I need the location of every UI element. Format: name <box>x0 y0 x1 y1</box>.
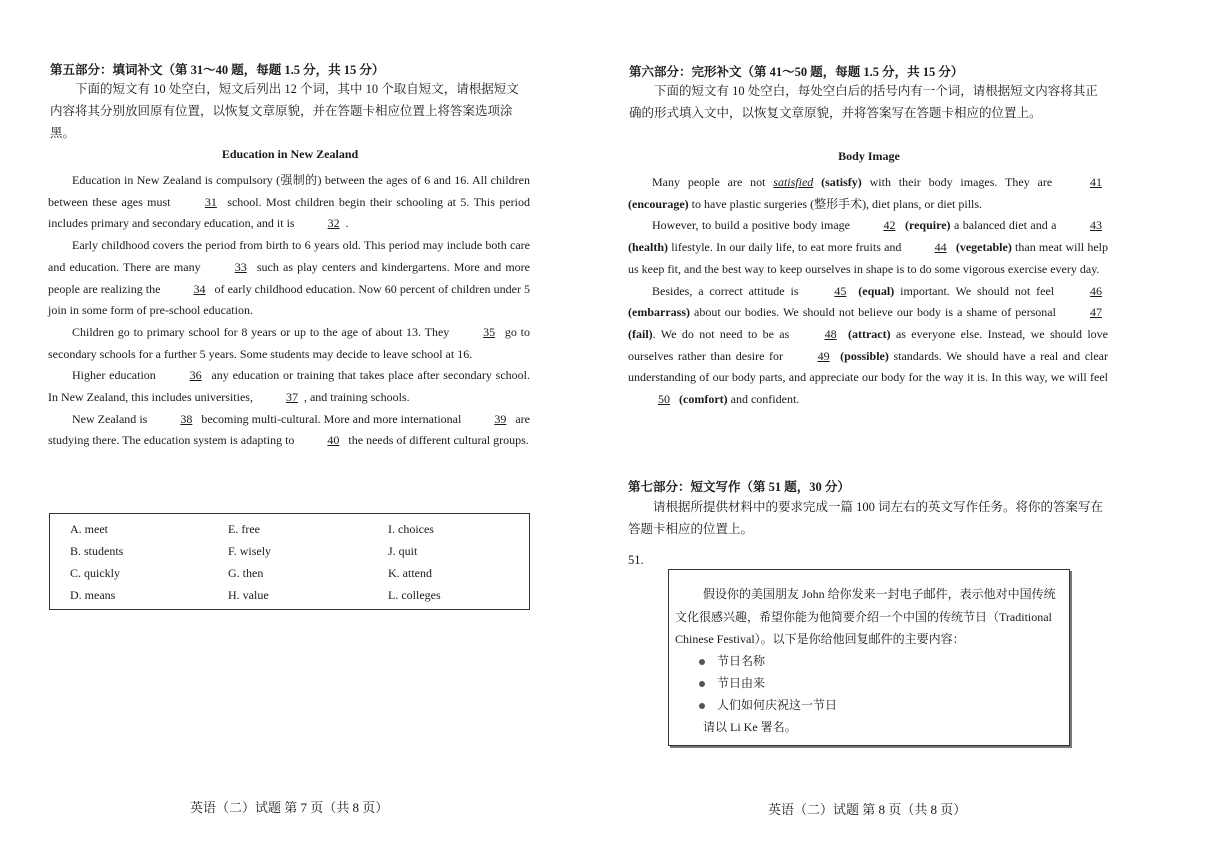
text: becoming multi-cultural. More and more international <box>198 411 465 426</box>
text: a balanced diet and a <box>950 218 1060 233</box>
paragraph <box>48 235 530 322</box>
text: the needs of different cultural groups. <box>345 433 529 448</box>
blank-49: 49 <box>817 348 830 363</box>
prompt-line: Chinese Festival）。以下是你给他回复邮件的主要内容： <box>675 632 965 646</box>
blank-40: 40 <box>327 433 340 448</box>
writing-prompt-box <box>668 569 1070 746</box>
text: standards. We should have a real and clear understanding of our body parts, and appreciate our body for the way it is. In this way, we will feel <box>628 348 1108 385</box>
text: and confident. <box>727 392 800 407</box>
page-footer: 英语（二）试题 第 7 页（共 8 页） <box>190 800 389 815</box>
right-page <box>604 0 1209 856</box>
option: H. value <box>228 588 269 602</box>
text: Besides, a correct attitude is <box>652 283 805 298</box>
prompt-line: 文化很感兴趣，希望你能为他简要介绍一个中国的传统节日（Traditional <box>675 610 1052 624</box>
blank-35: 35 <box>483 324 496 339</box>
text: are studying there. The education system is adapting to <box>48 411 531 448</box>
blank-42: 42 <box>883 218 896 233</box>
paragraph <box>48 322 530 365</box>
section-five-instructions <box>50 78 536 144</box>
text: than meat will help us keep fit, and the best way to keep ourselves in shape is to do some vigorous exercise every day. <box>628 240 1109 276</box>
hint-word: (require) <box>904 218 951 233</box>
section-seven-title: 第七部分：短文写作（第 51 题，30 分） <box>628 480 850 494</box>
hint-word: (satisfy) <box>821 175 862 189</box>
blank-37: 37 <box>285 390 298 405</box>
blank-36: 36 <box>189 368 202 383</box>
bullet-item <box>699 674 765 691</box>
passage-title: Body Image <box>838 149 900 163</box>
section-seven-instructions <box>628 496 1110 540</box>
blank-45: 45 <box>834 283 847 298</box>
hint-word: (comfort) <box>679 392 728 407</box>
word-options-box <box>49 513 530 610</box>
paragraph <box>48 170 530 235</box>
bullet-text: 人们如何庆祝这一节日 <box>717 698 838 712</box>
blank-31: 31 <box>204 194 217 209</box>
text: any education or training that takes place after secondary school. In New Zealand, this includes universities, <box>48 368 530 405</box>
prompt-line: 假设你的美国朋友 John 给你发来一封电子邮件，表示他对中国传统 <box>703 587 1056 601</box>
bullet-icon <box>699 659 705 665</box>
option: L. colleges <box>388 588 441 602</box>
blank-43: 43 <box>1090 218 1102 233</box>
text: with their body images. They are <box>861 175 1060 189</box>
hint-word: (vegetable) <box>955 240 1012 255</box>
bullet-item <box>699 652 765 669</box>
text: such as play centers and kindergartens. More and more people are realizing the <box>48 259 530 296</box>
signature-instruction: 请以 Li Ke 署名。 <box>703 720 797 734</box>
instruction-line: 下面的短文有 10 处空白，短文后列出 12 个词，其中 10 个取自短文，请根据短文 <box>75 82 519 96</box>
passage-education <box>48 170 530 452</box>
text: Higher education <box>72 368 160 383</box>
text: . We do not need to be as <box>652 326 795 341</box>
blank-32: 32 <box>327 216 340 231</box>
option: C. quickly <box>70 566 120 580</box>
option: A. meet <box>70 522 108 536</box>
hint-word: (health) <box>628 240 668 255</box>
text: . <box>345 216 349 231</box>
blank-33: 33 <box>234 259 247 274</box>
paragraph <box>628 215 1108 280</box>
option: E. free <box>228 522 260 536</box>
option: I. choices <box>388 522 434 536</box>
left-page <box>0 0 604 856</box>
bullet-icon <box>699 681 705 687</box>
option: D. means <box>70 588 116 602</box>
bullet-text: 节日名称 <box>717 654 766 668</box>
text: Children go to primary school for 8 years or up to the age of about 13. They <box>72 324 454 339</box>
paragraph <box>628 281 1108 411</box>
page-footer: 英语（二）试题 第 8 页（共 8 页） <box>768 802 967 817</box>
blank-38: 38 <box>180 411 193 426</box>
section-six-title: 第六部分：完形补文（第 41～50 题，每题 1.5 分，共 15 分） <box>629 65 964 79</box>
blank-41: 41 <box>1090 175 1102 189</box>
bullet-item <box>699 696 837 713</box>
instruction-line: 下面的短文有 10 处空白，每处空白后的括号内有一个词，请根据短文内容将其正 <box>654 84 1098 98</box>
passage-body-image <box>628 172 1108 411</box>
section-six-instructions <box>629 80 1109 124</box>
text: , and training schools. <box>303 390 410 405</box>
section-five-title: 第五部分：填词补文（第 31～40 题，每题 1.5 分，共 15 分） <box>50 63 385 77</box>
instruction-line: 内容将其分别放回原有位置，以恢复文章原貌，并在答题卡相应位置上将答案选项涂黑。 <box>50 104 513 140</box>
option: B. students <box>70 544 124 558</box>
blank-44: 44 <box>934 240 947 255</box>
text: However, to build a positive body image <box>652 218 854 233</box>
hint-word: (embarrass) <box>628 305 690 320</box>
hint-word: (encourage) <box>628 196 689 211</box>
option: K. attend <box>388 566 432 580</box>
text: lifestyle. In our daily life, to eat more fruits and <box>668 240 905 255</box>
instruction-line: 请根据所提供材料中的要求完成一篇 100 词左右的英文写作任务。将你的答案写在 <box>653 500 1104 514</box>
text: important. We should not feel <box>894 283 1061 298</box>
text: school. Most children begin their schooling at 5. This period includes primary and secondary education, and it is <box>48 194 530 231</box>
option: J. quit <box>388 544 418 558</box>
hint-word: (fail) <box>628 326 653 341</box>
text: Education in New Zealand is compulsory (强制的) between the ages of 6 and 16. All children between these ages must <box>48 173 530 209</box>
text: Many people are not <box>652 175 774 189</box>
paragraph <box>628 172 1108 215</box>
text: Early childhood covers the period from birth to 6 years old. This period may include both care and education. There are many <box>48 238 530 274</box>
hint-word: (possible) <box>840 348 889 363</box>
option: G. then <box>228 566 264 580</box>
blank-46: 46 <box>1090 283 1103 298</box>
instruction-line: 答题卡相应的位置上。 <box>628 522 754 536</box>
paragraph <box>48 365 530 408</box>
text: as everyone else. Instead, we should love ourselves rather than desire for <box>628 326 1108 363</box>
hint-word: (attract) <box>847 326 891 341</box>
text: New Zealand is <box>72 411 151 426</box>
paragraph <box>48 409 530 452</box>
text: about our bodies. We should not believe our body is a shame of personal <box>689 305 1060 320</box>
option: F. wisely <box>228 544 272 558</box>
blank-34: 34 <box>193 281 206 296</box>
instruction-line: 确的形式填入文中，以恢复文章原貌，并将答案写在答题卡相应的位置上。 <box>629 106 1042 120</box>
bullet-text: 节日由来 <box>717 676 766 690</box>
blank-50: 50 <box>658 392 670 407</box>
text: of early childhood education. Now 60 percent of children under 5 join in some form of pre-school education. <box>48 281 530 318</box>
text: go to secondary schools for a further 5 years. Some students may decide to leave school at 16. <box>48 324 530 361</box>
blank-48: 48 <box>824 326 837 341</box>
text: to have plastic surgeries (整形手术), diet plans, or diet pills. <box>688 196 983 211</box>
hint-word: (equal) <box>858 283 895 298</box>
passage-title: Education in New Zealand <box>221 147 359 161</box>
question-number: 51. <box>628 553 644 567</box>
blank-39: 39 <box>494 411 507 426</box>
example-answer: satisfied <box>773 175 814 189</box>
blank-47: 47 <box>1090 305 1102 320</box>
bullet-icon <box>699 703 705 709</box>
